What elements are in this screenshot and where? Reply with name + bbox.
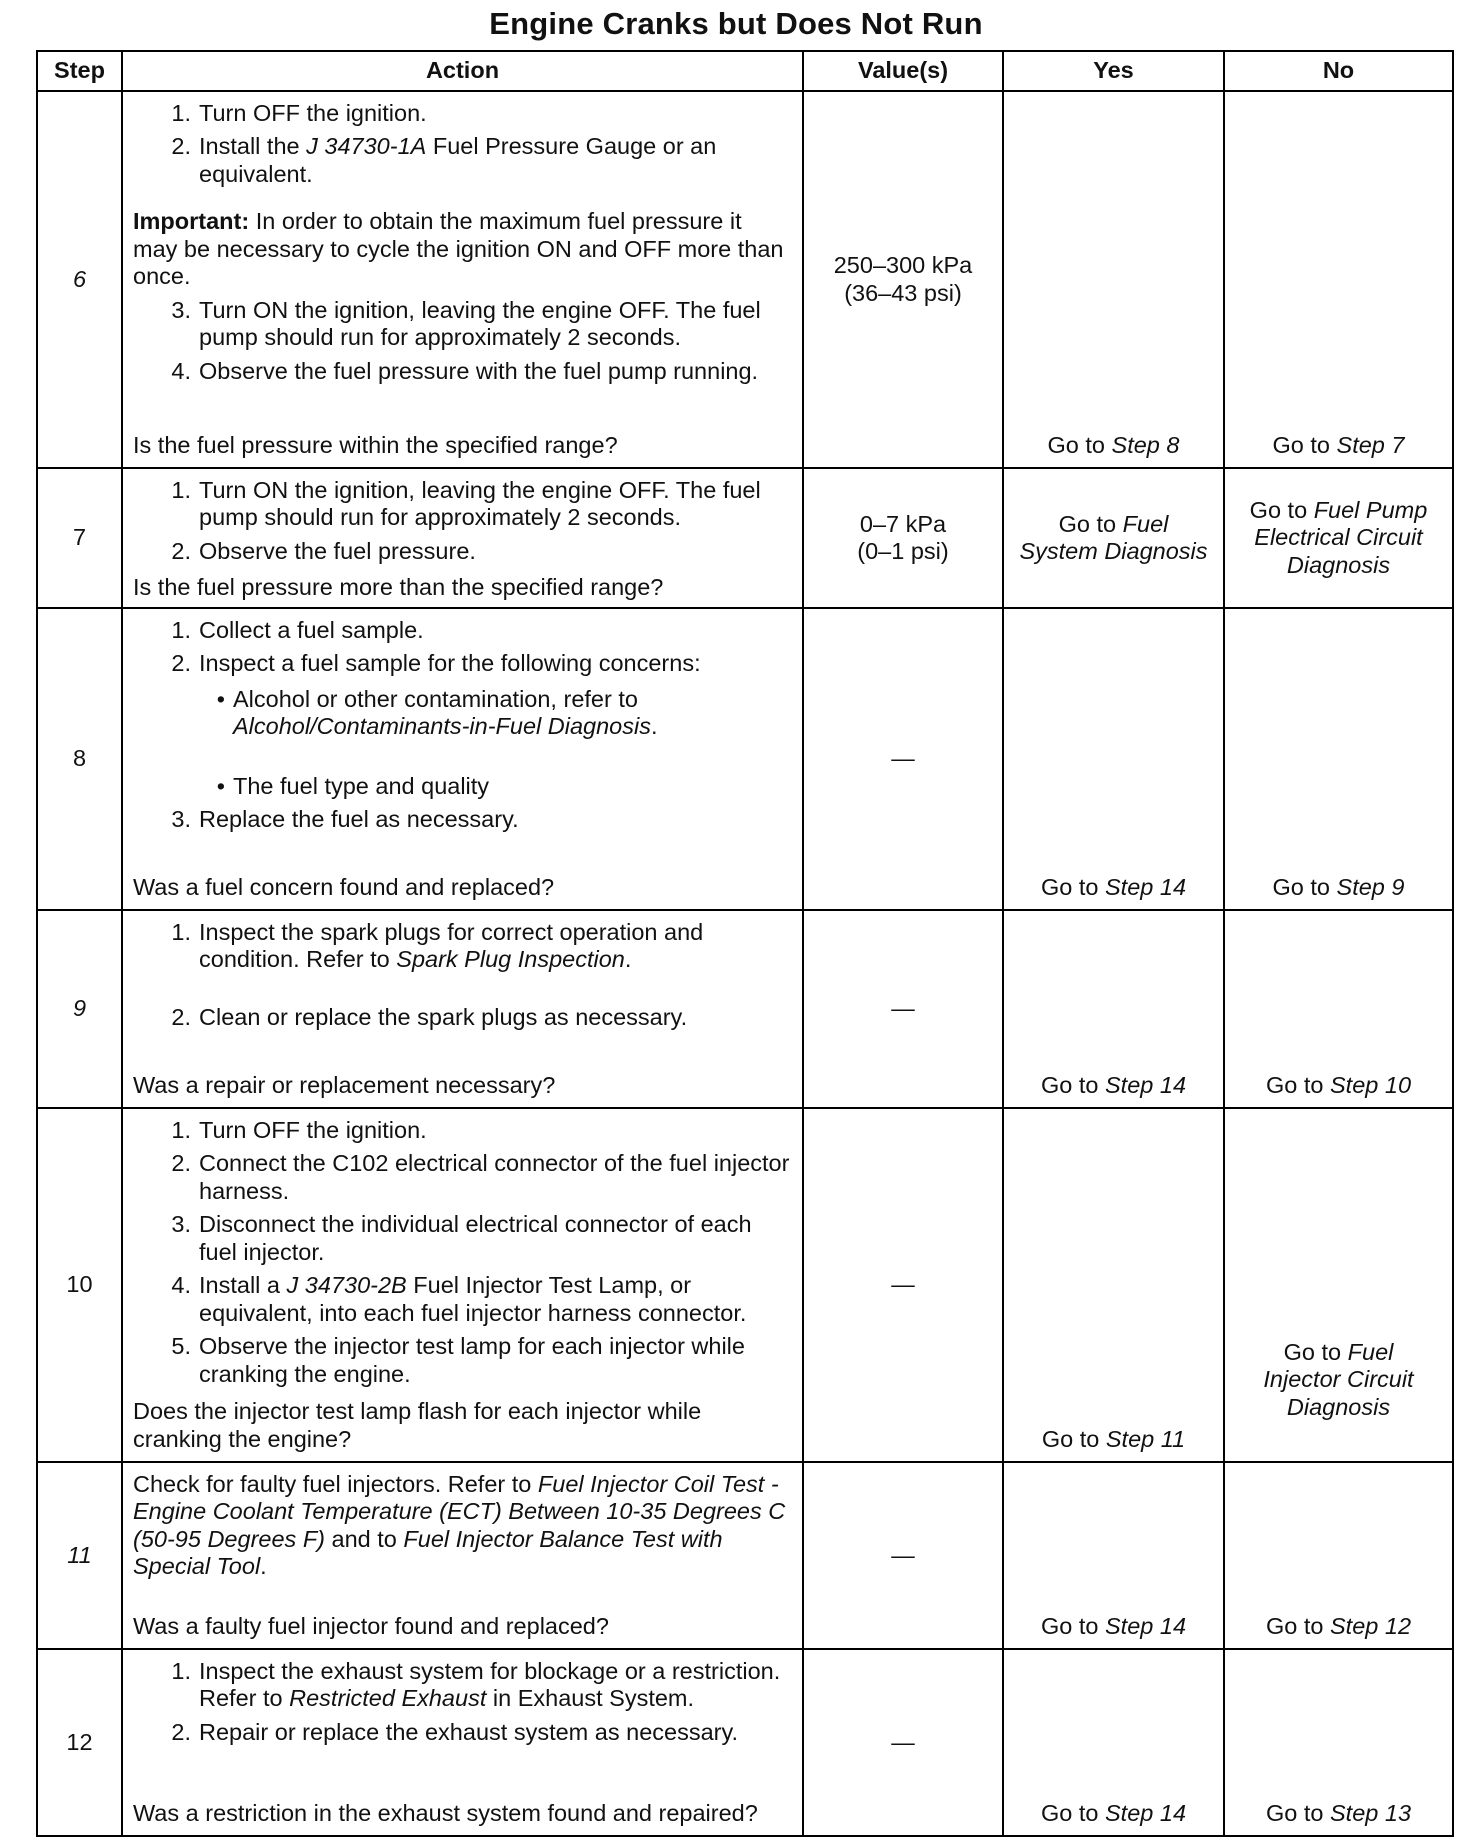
yes-cell — [1003, 468, 1224, 608]
list-number: 1. — [171, 1117, 191, 1143]
list-number: 4. — [171, 1272, 191, 1299]
action-cell — [122, 1649, 803, 1836]
table-row-step-12 — [37, 1649, 1453, 1836]
value-psi: (0–1 psi) — [857, 538, 949, 564]
no-cell — [1224, 608, 1453, 910]
action-cell — [122, 468, 803, 608]
no-cell — [1224, 910, 1453, 1108]
no-goto[interactable]: Go to Step 12 — [1265, 1612, 1412, 1639]
action-item: Turn OFF the ignition. — [199, 1117, 427, 1143]
bullet-icon: • — [216, 685, 225, 712]
header-action: Action — [122, 51, 803, 91]
yes-goto[interactable]: Go to Step 14 — [1040, 1071, 1187, 1098]
action-cell — [122, 910, 803, 1108]
no-goto[interactable]: Go to Step 10 — [1265, 1071, 1412, 1098]
action-item: Replace the fuel as necessary. — [199, 806, 519, 833]
list-number: 3. — [171, 806, 191, 833]
bullet-item: The fuel type and quality — [233, 772, 490, 799]
no-cell — [1224, 1649, 1453, 1836]
list-number: 3. — [171, 296, 191, 323]
list-number: 2. — [171, 133, 191, 160]
tool-reference[interactable]: J 34730-2B — [286, 1272, 407, 1299]
action-item: Observe the injector test lamp for each injector while cranking the engine. — [199, 1333, 745, 1387]
value-cell — [803, 468, 1003, 608]
action-item: Inspect a fuel sample for the following concerns: — [199, 650, 701, 677]
bullet-icon: • — [216, 772, 225, 799]
step-number: 6 — [37, 91, 122, 468]
important-note: Important: In order to obtain the maximum fuel pressure it may be necessary to cycle the ignition ON and OFF more than once. — [133, 208, 784, 290]
list-number: 2. — [171, 1718, 191, 1745]
coil-test-reference[interactable]: Fuel Injector Coil Test - Engine Coolant Temperature (ECT) Between 10-35 Degrees C (50-95 Degrees F) — [133, 1471, 786, 1552]
list-number: 1. — [171, 1658, 191, 1684]
no-goto[interactable]: Go to Step 9 — [1272, 873, 1405, 900]
list-number: 1. — [171, 477, 191, 503]
action-item: Install the J 34730-1A Fuel Pressure Gauge or an equivalent. — [199, 133, 717, 187]
action-item: Connect the C102 electrical connector of the fuel injector harness. — [199, 1150, 790, 1204]
step-number: 7 — [37, 468, 122, 608]
yes-goto[interactable]: Go to Step 8 — [1047, 431, 1180, 458]
value-psi: (36–43 psi) — [844, 279, 962, 306]
action-cell — [122, 1108, 803, 1462]
page-title: Engine Cranks but Does Not Run — [489, 6, 983, 41]
tool-reference[interactable]: J 34730-1A — [306, 133, 427, 160]
yes-cell — [1003, 910, 1224, 1108]
header-step: Step — [37, 51, 122, 91]
value-kpa: 0–7 kPa — [859, 510, 947, 537]
header-yes: Yes — [1003, 51, 1224, 91]
action-cell — [122, 608, 803, 910]
step-question: Is the fuel pressure within the specified range? — [133, 431, 618, 458]
list-number: 5. — [171, 1333, 191, 1360]
value-cell: — — [803, 910, 1003, 1108]
step-question: Was a fuel concern found and replaced? — [133, 873, 555, 900]
no-cell — [1224, 91, 1453, 468]
action-item: Clean or replace the spark plugs as necessary. — [199, 1003, 688, 1030]
yes-goto[interactable]: Go to Step 14 — [1040, 1612, 1187, 1639]
value-kpa: 250–300 kPa — [833, 252, 973, 279]
no-cell — [1224, 1108, 1453, 1462]
list-number: 4. — [171, 357, 191, 384]
yes-goto[interactable]: Go to Step 11 — [1041, 1425, 1186, 1452]
table-header-row — [37, 51, 1453, 91]
step-question: Is the fuel pressure more than the specified range? — [133, 573, 664, 600]
yes-goto[interactable]: Go to Step 14 — [1040, 873, 1187, 900]
action-cell — [122, 1462, 803, 1649]
action-text: Check for faulty fuel injectors. Refer to Fuel Injector Coil Test - Engine Coolant Temperature (ECT) Between 10-35 Degrees C (50-95 Degrees F) and to Fuel Injector Balance Test with Special Tool. — [133, 1471, 786, 1580]
action-item: Turn OFF the ignition. — [199, 100, 427, 126]
balance-test-reference[interactable]: Fuel Injector Balance Test with Special Tool — [133, 1525, 723, 1580]
yes-cell — [1003, 608, 1224, 910]
step-question: Was a faulty fuel injector found and replaced? — [133, 1612, 609, 1639]
table-row-step-11 — [37, 1462, 1453, 1649]
step-question: Does the injector test lamp flash for each injector while cranking the engine? — [133, 1398, 702, 1452]
action-item: Repair or replace the exhaust system as necessary. — [199, 1718, 739, 1745]
action-item: Inspect the spark plugs for correct operation and condition. Refer to Spark Plug Inspection. — [199, 919, 704, 973]
list-number: 2. — [171, 1150, 191, 1177]
action-item: Inspect the exhaust system for blockage or a restriction. Refer to Restricted Exhaust in Exhaust System. — [199, 1658, 781, 1712]
list-number: 2. — [171, 537, 191, 564]
yes-cell — [1003, 1649, 1224, 1836]
value-cell: — — [803, 1462, 1003, 1649]
no-cell — [1224, 468, 1453, 608]
bullet-item: Alcohol or other contamination, refer to Alcohol/Contaminants-in-Fuel Diagnosis. — [233, 685, 658, 740]
action-item: Collect a fuel sample. — [199, 617, 424, 643]
action-cell — [122, 91, 803, 468]
value-cell — [803, 91, 1003, 468]
step-number: 9 — [37, 910, 122, 1108]
step-question: Was a restriction in the exhaust system found and repaired? — [133, 1799, 758, 1826]
yes-cell — [1003, 1108, 1224, 1462]
no-goto[interactable]: Go to Fuel Injector Circuit Diagnosis — [1263, 1338, 1414, 1420]
no-goto[interactable]: Go to Fuel Pump Electrical Circuit Diagnosis — [1249, 496, 1428, 578]
table-row-step-9 — [37, 910, 1453, 1108]
no-goto[interactable]: Go to Step 13 — [1265, 1799, 1412, 1826]
table-row-step-6 — [37, 91, 1453, 468]
list-number: 1. — [171, 100, 191, 126]
step-number: 8 — [37, 608, 122, 910]
diagnosis-reference[interactable]: Alcohol/Contaminants-in-Fuel Diagnosis — [233, 713, 651, 740]
action-item: Observe the fuel pressure. — [199, 537, 476, 564]
list-number: 2. — [171, 650, 191, 677]
value-cell: — — [803, 1108, 1003, 1462]
step-number: 11 — [37, 1462, 122, 1649]
list-number: 1. — [171, 617, 191, 643]
step-question: Was a repair or replacement necessary? — [133, 1071, 556, 1098]
yes-cell — [1003, 91, 1224, 468]
header-no: No — [1224, 51, 1453, 91]
yes-goto[interactable]: Go to Fuel System Diagnosis — [1019, 510, 1208, 564]
list-number: 1. — [171, 919, 191, 945]
yes-cell — [1003, 1462, 1224, 1649]
table-row-step-8 — [37, 608, 1453, 910]
step-number: 12 — [37, 1649, 122, 1836]
no-goto[interactable]: Go to Step 7 — [1272, 431, 1405, 458]
header-values: Value(s) — [803, 51, 1003, 91]
action-item: Turn ON the ignition, leaving the engine OFF. The fuel pump should run for approximately 2 seconds. — [199, 296, 761, 351]
action-item: Turn ON the ignition, leaving the engine OFF. The fuel pump should run for approximately 2 seconds. — [199, 477, 761, 531]
list-number: 2. — [171, 1003, 191, 1030]
list-number: 3. — [171, 1211, 191, 1238]
no-cell — [1224, 1462, 1453, 1649]
value-cell: — — [803, 1649, 1003, 1836]
action-item: Install a J 34730-2B Fuel Injector Test Lamp, or equivalent, into each fuel injector harness connector. — [199, 1272, 747, 1326]
yes-goto[interactable]: Go to Step 14 — [1040, 1799, 1187, 1826]
value-cell: — — [803, 608, 1003, 910]
table-row-step-10 — [37, 1108, 1453, 1462]
inspection-reference[interactable]: Spark Plug Inspection — [396, 946, 625, 973]
table-row-step-7 — [37, 468, 1453, 608]
action-item: Observe the fuel pressure with the fuel pump running. — [199, 357, 759, 384]
exhaust-reference[interactable]: Restricted Exhaust — [289, 1685, 487, 1712]
diagnostic-table — [36, 50, 1454, 1837]
step-number: 10 — [37, 1108, 122, 1462]
action-item: Disconnect the individual electrical connector of each fuel injector. — [199, 1211, 752, 1265]
